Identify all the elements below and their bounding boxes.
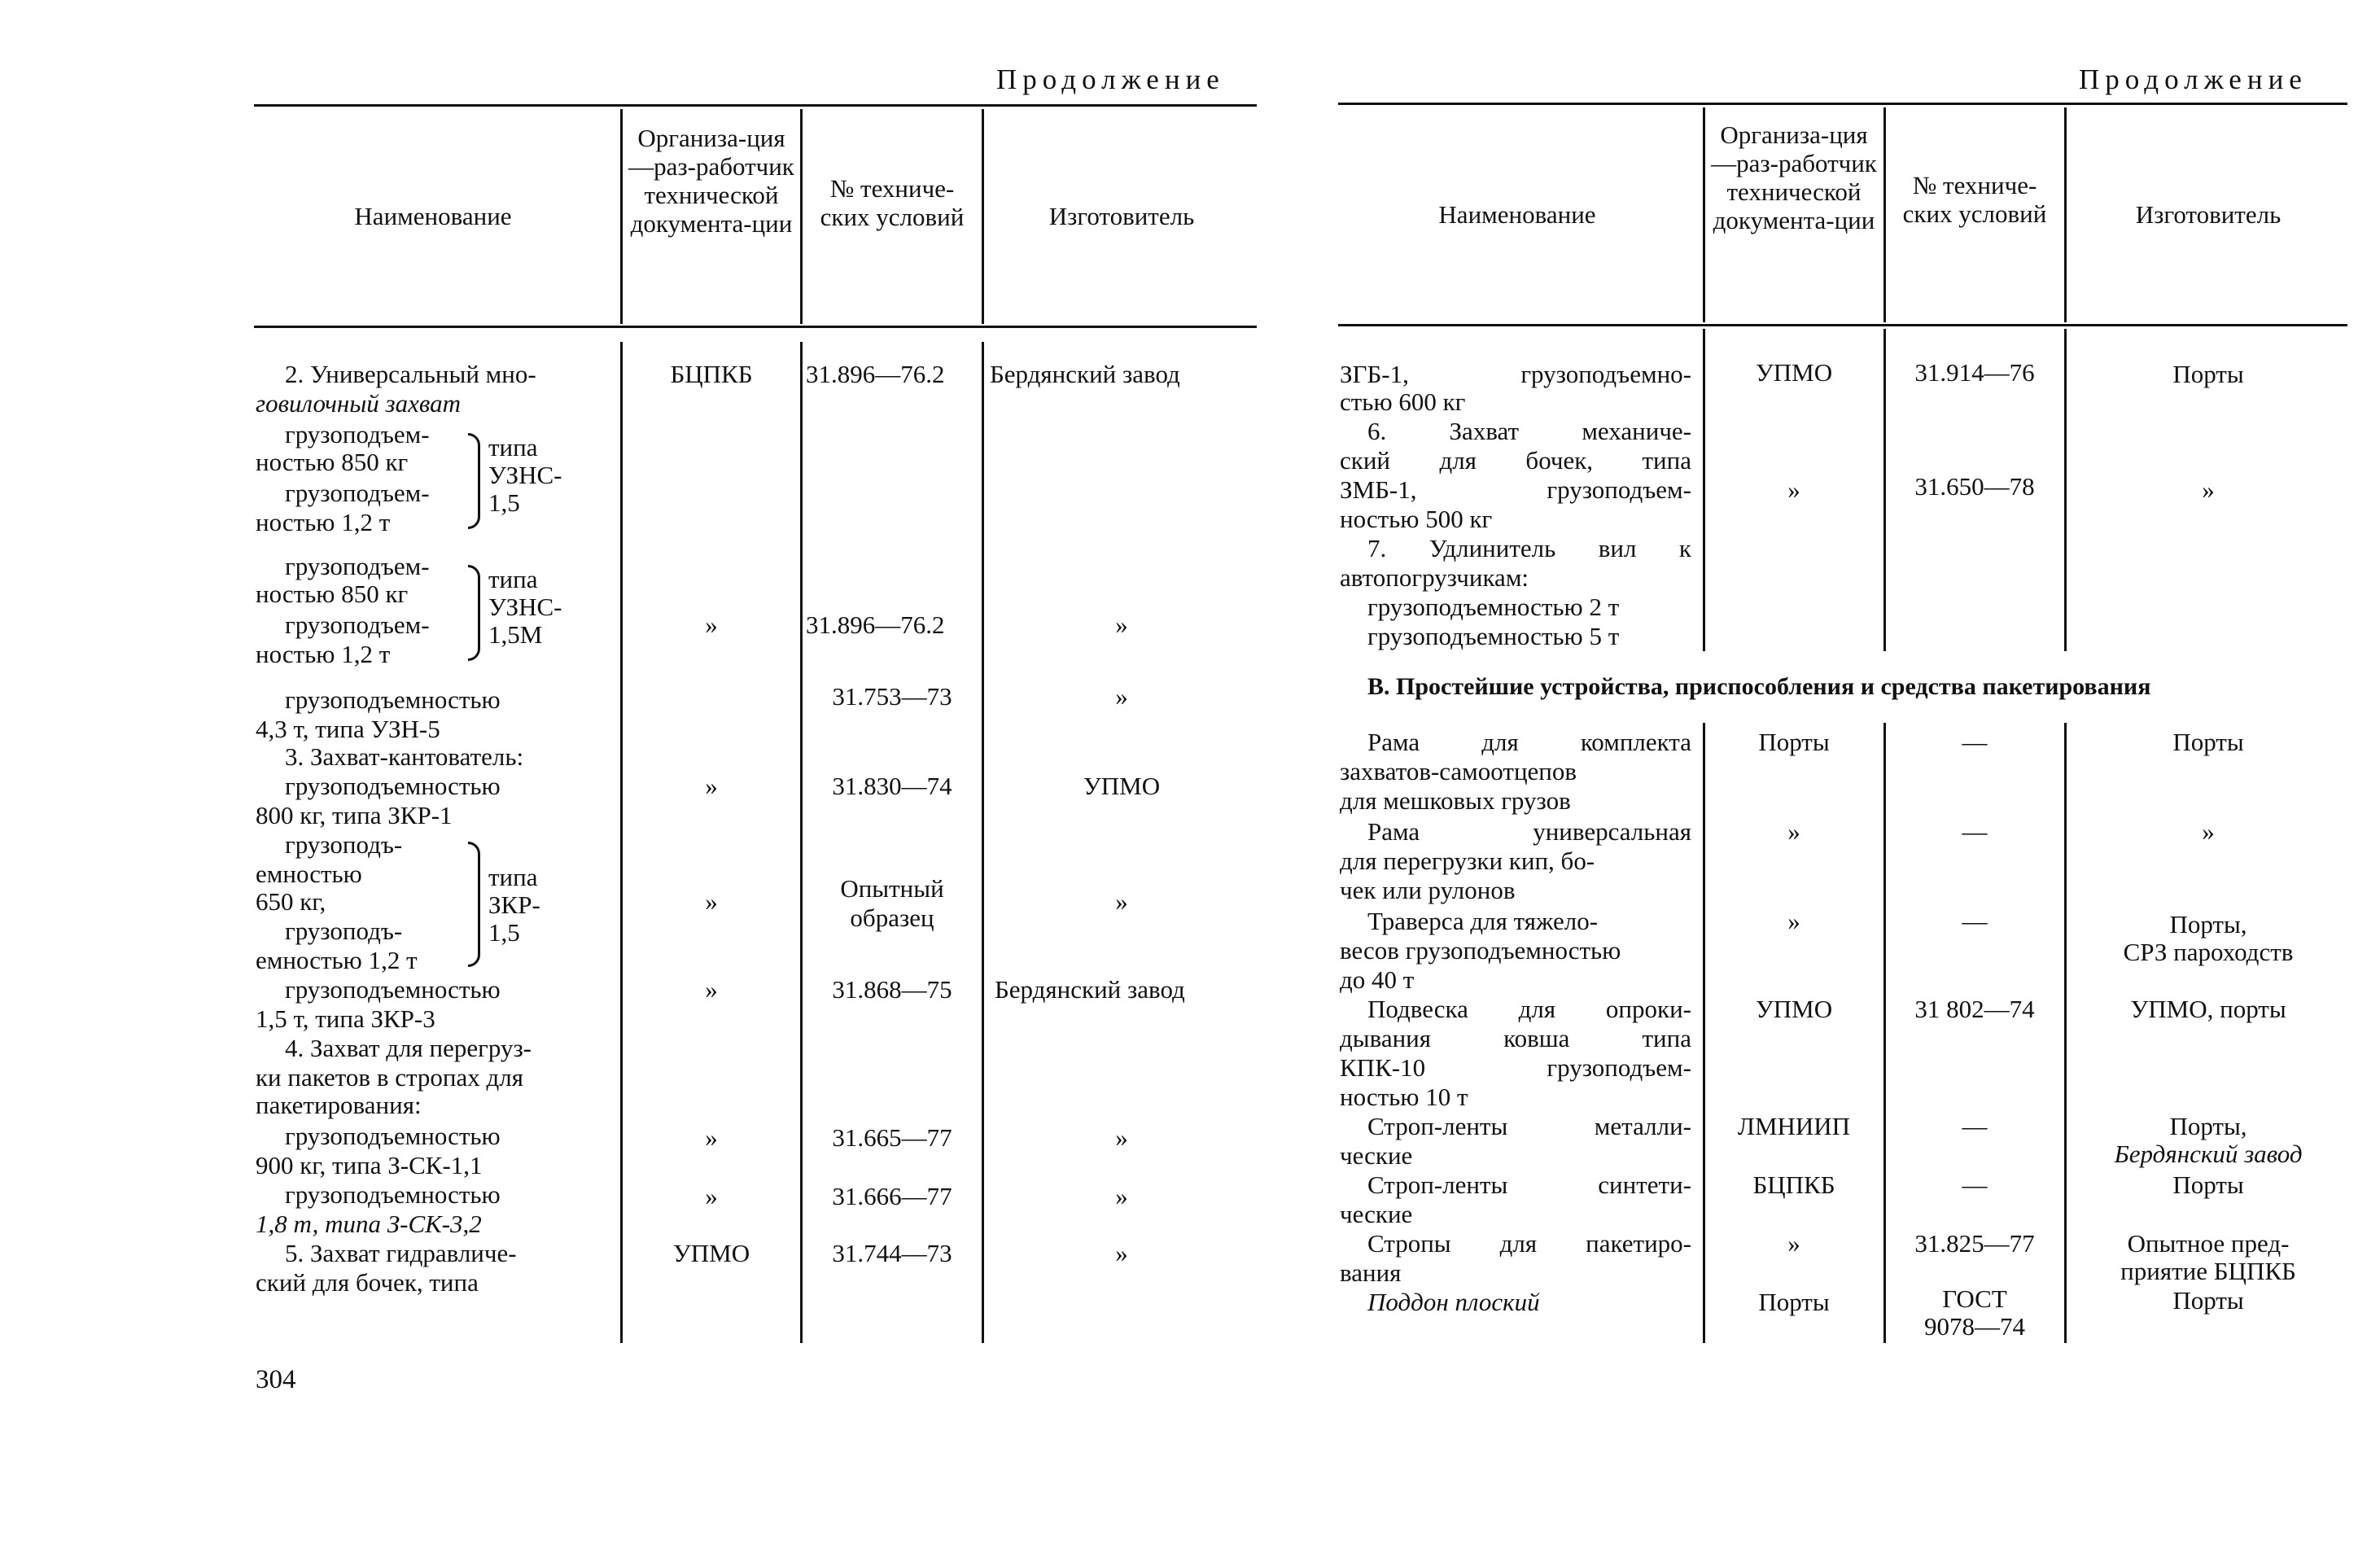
continuation-label-left: Продолжение [996,63,1225,95]
row-name: грузоподъ- [285,830,403,859]
continuation-label-right: Продолжение [2079,63,2308,95]
row-type: УЗНС- [488,593,562,621]
row-name: ский для бочек, типа [1340,446,1691,475]
row-name: дывания ковша типа [1340,1024,1691,1052]
row-mfr: УПМО [1083,772,1161,800]
row-name: емностью 1,2 т [256,946,418,974]
row-org: Порты [1758,1288,1830,1316]
row-mfr: Порты [2172,1286,2244,1315]
row-mfr: » [1115,682,1128,711]
col-divider [2064,107,2067,322]
row-name: ностью 1,2 т [256,640,391,668]
row-mfr: » [1115,1182,1128,1210]
row-spec: 31.896—76.2 [806,610,945,639]
col-divider [1883,329,1886,651]
col-divider [1703,329,1705,651]
header-name: Наименование [1438,200,1596,229]
row-name: грузоподъем- [285,479,430,507]
row-type: типа [488,863,538,891]
row-name: 2. Универсальный мно- [285,360,536,388]
row-spec: Опытный [840,874,944,903]
row-spec: — [1962,1112,1988,1140]
row-spec: 31.896—76.2 [806,360,945,388]
header-rule [1338,324,2347,326]
row-name: весов грузоподъемностью [1340,936,1621,965]
top-rule [254,104,1257,107]
row-spec: — [1962,1170,1988,1199]
row-name: пакетирования: [256,1091,422,1119]
row-spec: 31.665—77 [832,1123,952,1152]
row-mfr: Порты [2172,728,2244,756]
brace-icon [468,565,480,661]
col-divider [2064,329,2067,651]
row-name: чек или рулонов [1340,876,1516,904]
page-number: 304 [256,1365,296,1394]
row-name: КПК-10 грузоподъем- [1340,1053,1691,1082]
row-mfr: » [2202,817,2215,846]
row-name: грузоподъемностью [285,685,501,714]
row-name: ЗГБ-1, грузоподъемно- [1340,360,1691,388]
row-spec: ГОСТ [1942,1284,2007,1313]
row-name: до 40 т [1340,965,1415,994]
header-organization: Организа-ция—раз-работчик технической документа-ции [1711,120,1877,234]
row-name: для мешковых грузов [1340,786,1571,815]
row-name: 1,8 т, типа З-СК-3,2 [256,1210,482,1238]
row-org: » [1787,817,1800,846]
row-mfr: Порты [2172,360,2244,388]
row-name: ностью 850 кг [256,580,409,608]
row-spec: 31.868—75 [832,975,952,1004]
row-org: » [1787,907,1800,935]
row-name: грузоподъем- [285,610,430,639]
row-org: » [1787,1229,1800,1258]
row-spec: 31.753—73 [832,682,952,711]
header-rule [254,326,1257,328]
row-mfr: СРЗ пароходств [2123,938,2294,966]
row-name: грузоподъ- [285,917,403,945]
row-mfr: » [1115,610,1128,639]
header-specs: № техниче-ских условий [1902,171,2047,228]
row-org: » [705,975,718,1004]
row-name: говилочный захват [256,389,462,418]
row-spec: 31.650—78 [1914,472,2035,501]
row-name: 900 кг, типа З-СК-1,1 [256,1151,483,1179]
row-name: грузоподъем- [285,552,430,580]
row-name: 650 кг, [256,887,326,916]
row-name: автопогрузчикам: [1340,563,1529,592]
col-divider [1703,723,1705,1343]
row-name: грузоподъемностью 2 т [1367,593,1620,621]
row-name: грузоподъем- [285,420,430,448]
row-name: ческие [1340,1200,1413,1228]
row-org: » [705,1123,718,1152]
row-name: ностью 1,2 т [256,508,391,536]
row-org: БЦПКБ [1752,1170,1835,1199]
row-name: 3. Захват-кантователь: [285,742,524,771]
row-org: ЛМНИИП [1737,1112,1851,1140]
row-spec: 9078—74 [1924,1312,2025,1341]
row-name: 6. Захват механиче- [1367,417,1691,445]
row-org: » [1787,475,1800,504]
row-name: 5. Захват гидравличе- [285,1239,517,1267]
row-org: » [705,610,718,639]
col-divider [800,342,803,1343]
row-name: грузоподъемностью [285,1122,501,1150]
row-name: ческие [1340,1141,1413,1170]
row-name: Рама универсальная [1367,817,1691,846]
row-org: УПМО [1755,995,1833,1023]
header-name: Наименование [354,202,512,230]
row-mfr: » [1115,1123,1128,1152]
row-name: 1,5 т, типа ЗКР-3 [256,1004,435,1033]
row-name: грузоподъемностью 5 т [1367,622,1620,650]
row-name: Траверса для тяжело- [1367,907,1599,935]
row-name: грузоподъемностью [285,772,501,800]
row-name: ностью 500 кг [1340,505,1493,533]
row-name: Подвеска для опроки- [1367,995,1691,1023]
row-mfr: Опытное пред- [2127,1229,2290,1258]
header-manufacturer: Изготовитель [2135,200,2282,229]
row-name: ский для бочек, типа [256,1268,479,1297]
row-name: захватов-самоотцепов [1340,757,1577,785]
row-name: для перегрузки кип, бо- [1340,847,1595,875]
col-divider [982,109,984,324]
row-mfr: » [1115,887,1128,916]
col-divider [2064,723,2067,1343]
row-spec: 31 802—74 [1914,995,2035,1023]
brace-icon [468,433,480,529]
row-mfr: » [1115,1239,1128,1267]
row-name: Стропы для пакетиро- [1367,1229,1691,1258]
row-name: стью 600 кг [1340,387,1466,416]
row-type: типа [488,433,538,462]
row-type: 1,5 [488,488,520,517]
top-rule [1338,103,2347,105]
row-org: » [705,887,718,916]
row-name: ностью 10 т [1340,1083,1468,1111]
row-name: вания [1340,1258,1402,1287]
row-name: Поддон плоский [1367,1288,1540,1316]
row-org: Порты [1758,728,1830,756]
row-org: » [705,1182,718,1210]
row-mfr: Бердянский завод [990,360,1180,388]
row-name: 4,3 т, типа УЗН-5 [256,715,440,743]
row-mfr: Порты, [2169,910,2247,939]
row-name: ЗМБ-1, грузоподъем- [1340,475,1691,504]
row-name: ки пакетов в стропах для [256,1063,523,1092]
row-spec: — [1962,907,1988,935]
row-mfr: Порты [2172,1170,2244,1199]
col-divider [982,342,984,1343]
row-mfr: Бердянский завод [2114,1140,2303,1168]
row-org: » [705,772,718,800]
row-name: 7. Удлинитель вил к [1367,534,1691,562]
col-divider [1883,723,1886,1343]
section-heading: В. Простейшие устройства, приспособления и средства пакетирования [1367,673,2151,700]
row-type: ЗКР- [488,890,540,919]
col-divider [620,109,623,324]
row-spec: образец [850,904,934,932]
row-spec: 31.914—76 [1914,358,2035,387]
row-mfr: Порты, [2169,1112,2247,1140]
brace-icon [468,842,480,967]
row-name: грузоподъемностью [285,1180,501,1209]
row-mfr: Бердянский завод [995,975,1185,1004]
row-spec: — [1962,728,1988,756]
row-mfr: УПМО, порты [2130,995,2286,1023]
row-type: типа [488,565,538,593]
col-divider [1883,107,1886,322]
row-org: УПМО [1755,358,1833,387]
row-name: ностью 850 кг [256,448,409,476]
row-name: 800 кг, типа ЗКР-1 [256,801,453,829]
row-name: емностью [256,860,362,888]
row-spec: 31.744—73 [832,1239,952,1267]
header-organization: Организа-ция—раз-работчик технической документа-ции [628,124,794,238]
row-type: 1,5М [488,620,543,649]
header-specs: № техниче-ских условий [820,174,965,231]
row-spec: 31.830—74 [832,772,952,800]
row-name: Рама для комплекта [1367,728,1691,756]
col-divider [800,109,803,324]
row-name: Строп-ленты синтети- [1367,1170,1691,1199]
row-mfr: приятие БЦПКБ [2120,1257,2296,1285]
row-type: УЗНС- [488,461,562,489]
row-name: грузоподъемностью [285,975,501,1004]
row-org: БЦПКБ [670,360,753,388]
header-manufacturer: Изготовитель [1048,202,1195,230]
row-spec: 31.666—77 [832,1182,952,1210]
row-org: УПМО [672,1239,750,1267]
col-divider [620,342,623,1343]
row-type: 1,5 [488,918,520,947]
row-name: 4. Захват для перегруз- [285,1034,532,1062]
row-spec: — [1962,817,1988,846]
row-spec: 31.825—77 [1914,1229,2035,1258]
row-name: Строп-ленты металли- [1367,1112,1691,1140]
row-mfr: » [2202,475,2215,504]
col-divider [1703,107,1705,322]
